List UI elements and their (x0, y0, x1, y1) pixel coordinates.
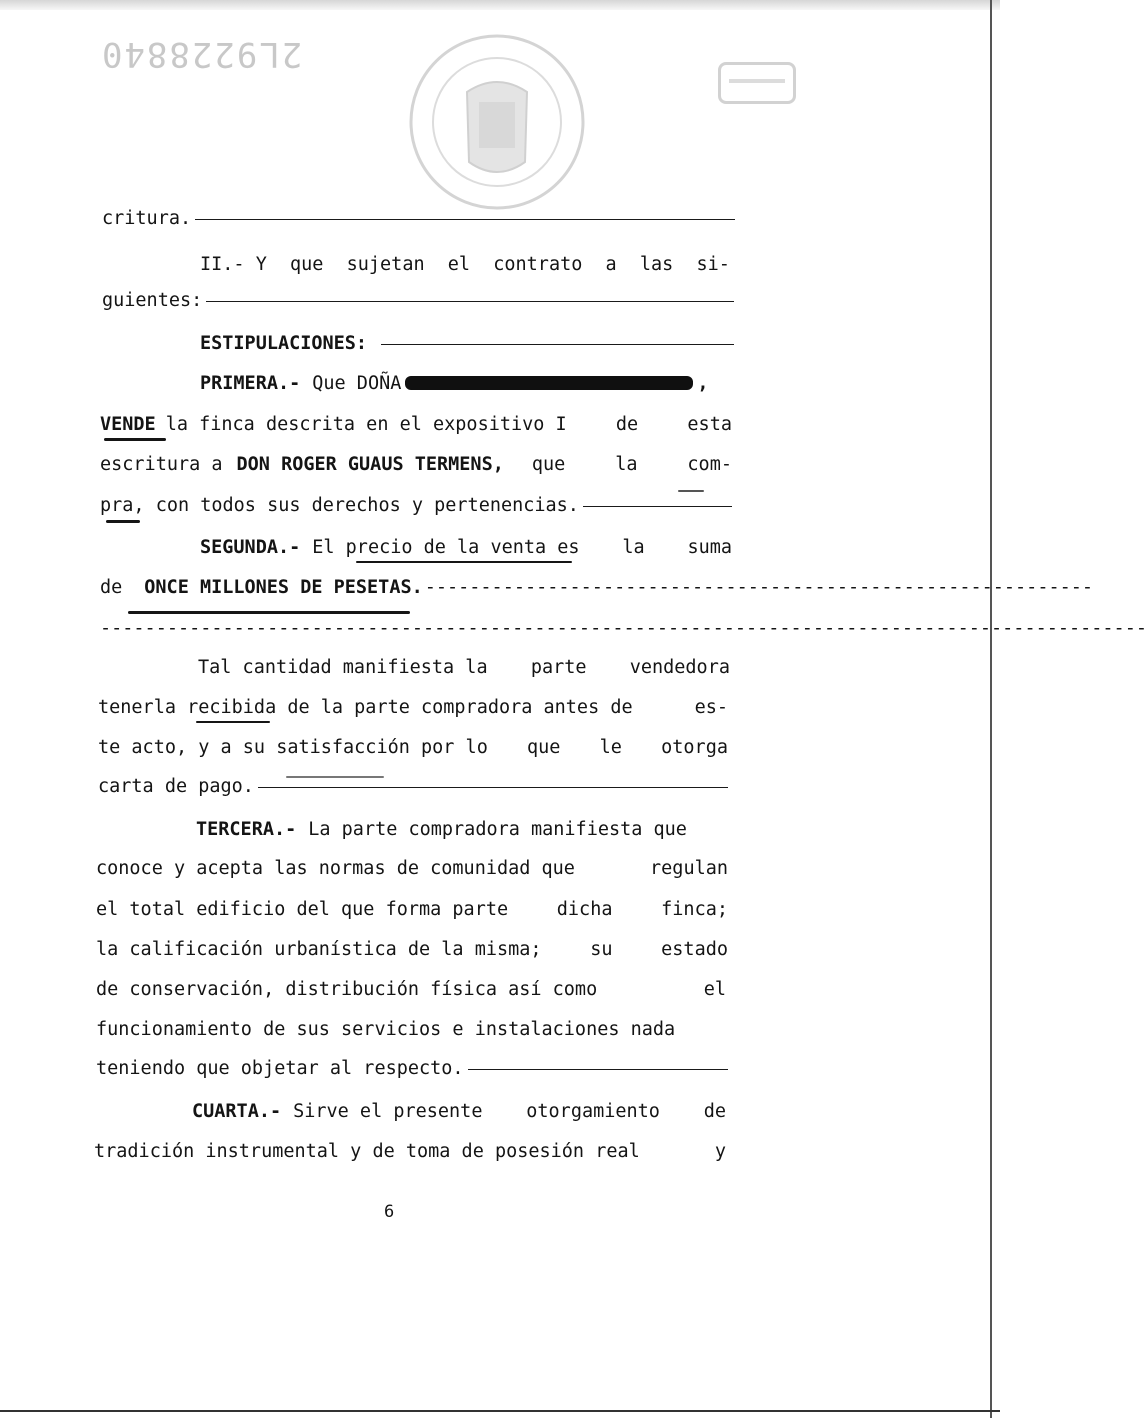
ink-underline (356, 561, 572, 563)
word: estado (661, 939, 728, 960)
ink-underline (104, 438, 166, 441)
heading-estipulaciones (200, 333, 734, 354)
word: el (703, 979, 726, 1000)
text-line-1 (102, 208, 735, 229)
redaction-bar (405, 376, 693, 390)
line-text: ESTIPULACIONES: (200, 333, 368, 354)
word: II.- Y (200, 254, 267, 275)
clause-label-primera: PRIMERA.- (200, 373, 301, 394)
text-line-19 (96, 939, 728, 960)
word: El precio de la venta es (312, 537, 580, 558)
line-rest (198, 657, 730, 678)
text-line-23 (192, 1101, 726, 1122)
word: que (527, 737, 561, 758)
word: suma (687, 537, 732, 558)
line-rest (293, 1101, 726, 1122)
fill-rule (258, 787, 728, 788)
bold-vende: VENDE (100, 414, 156, 435)
word: es- (694, 697, 728, 718)
word: sujetan (346, 254, 425, 275)
page-right-edge (990, 0, 992, 1418)
comma: , (697, 373, 709, 394)
line-rest (96, 939, 728, 960)
word: contrato (493, 254, 583, 275)
word: el total edificio del que forma parte (96, 899, 509, 920)
word: le (599, 737, 622, 758)
ink-underline (128, 611, 410, 614)
text-line-5 (200, 373, 734, 394)
word: otorga (661, 737, 728, 758)
word: la calificación urbanística de la misma; (96, 939, 542, 960)
word: parte (530, 657, 587, 678)
line-rest (96, 899, 728, 920)
line-rest (312, 537, 732, 558)
word: vendedora (629, 657, 730, 678)
word: la finca descrita en el expositivo I (165, 414, 567, 435)
text-line-3 (102, 290, 734, 311)
text-line-20 (96, 979, 726, 1000)
word: finca; (661, 899, 728, 920)
line-text: guientes: (102, 290, 203, 311)
word: y (714, 1141, 726, 1162)
word: de conservación, distribución física así como (96, 979, 598, 1000)
line-text: escritura a (100, 454, 223, 475)
text-line-22 (96, 1058, 728, 1079)
text-line-14 (98, 737, 728, 758)
line-text: Que DOÑA (312, 373, 402, 394)
line-rest (98, 697, 728, 718)
text-line-16 (196, 819, 728, 840)
text-line-6 (100, 414, 732, 435)
word: tradición instrumental y de toma de posesión real (94, 1141, 640, 1162)
word: que (531, 454, 566, 475)
line-rest (166, 414, 732, 435)
ink-mark (678, 490, 704, 492)
word: Sirve el presente (293, 1101, 483, 1122)
dash-fill: ---------------------------------------------------------------------------------------------- (100, 618, 1147, 639)
word: regulan (650, 858, 728, 879)
line-rest (98, 737, 728, 758)
text-line-2 (200, 254, 730, 275)
text-line-11 (100, 618, 1147, 639)
fill-rule (583, 506, 732, 507)
line-rest (96, 979, 726, 1000)
line-text: La parte compradora manifiesta que (308, 819, 687, 840)
price-amount: ONCE MILLONES DE PESETAS. (144, 577, 423, 598)
line-text: de (100, 577, 123, 598)
word: conoce y acepta las normas de comunidad que (96, 858, 575, 879)
line-text: funcionamiento de sus servicios e instalaciones nada (96, 1019, 676, 1040)
text-line-13 (98, 697, 728, 718)
word: esta (687, 414, 732, 435)
word: dicha (556, 899, 613, 920)
text-line-17 (96, 858, 728, 879)
line-text: critura. (102, 208, 192, 229)
line-rest (532, 454, 732, 475)
text-line-9 (200, 537, 732, 558)
scan-top-edge (0, 0, 1000, 10)
line-text: teniendo que objetar al respecto. (96, 1058, 464, 1079)
word: el (447, 254, 471, 275)
dash-fill: ------------------------------------------------------------ (424, 577, 1094, 598)
stamp-watermark (718, 62, 796, 104)
word: la (622, 537, 645, 558)
clause-label-tercera: TERCERA.- (196, 819, 297, 840)
buyer-name: DON ROGER GUAUS TERMENS, (236, 454, 504, 475)
line-text: carta de pago. (98, 776, 254, 797)
text-line-21 (96, 1019, 728, 1040)
page-number: 6 (384, 1202, 395, 1222)
text-line-10 (100, 577, 1094, 598)
fill-rule (195, 219, 735, 220)
line-text: pra, con todos sus derechos y pertenencias. (100, 495, 579, 516)
notary-seal-watermark (407, 32, 587, 212)
word: que (290, 254, 324, 275)
word: te acto, y a su satisfacción por lo (98, 737, 488, 758)
fill-rule (381, 344, 734, 345)
page-bottom-edge (0, 1410, 1000, 1412)
text-line-18 (96, 899, 728, 920)
clause-label-cuarta: CUARTA.- (192, 1101, 282, 1122)
text-line-15 (98, 776, 728, 797)
ink-underline (196, 721, 270, 723)
word: de (703, 1101, 726, 1122)
word: si- (696, 254, 730, 275)
text-line-7 (100, 454, 732, 475)
word: la (615, 454, 638, 475)
word: su (590, 939, 613, 960)
line-rest (94, 1141, 726, 1162)
serial-number-showthrough: 2L9228840 (100, 34, 303, 74)
fill-rule (206, 301, 734, 302)
word: com- (687, 454, 732, 475)
text-line-12 (198, 657, 730, 678)
word: tenerla recibida de la parte compradora antes de (98, 697, 633, 718)
line-rest (96, 858, 728, 879)
fill-rule (468, 1069, 728, 1070)
word: otorgamiento (526, 1101, 660, 1122)
word: las (639, 254, 674, 275)
ink-underline (106, 520, 140, 523)
word: Tal cantidad manifiesta la (198, 657, 488, 678)
word: de (615, 414, 639, 435)
clause-label-segunda: SEGUNDA.- (200, 537, 301, 558)
text-line-8 (100, 495, 732, 516)
word: a (605, 254, 617, 275)
ink-underline (286, 776, 384, 778)
text-line-24 (94, 1141, 726, 1162)
